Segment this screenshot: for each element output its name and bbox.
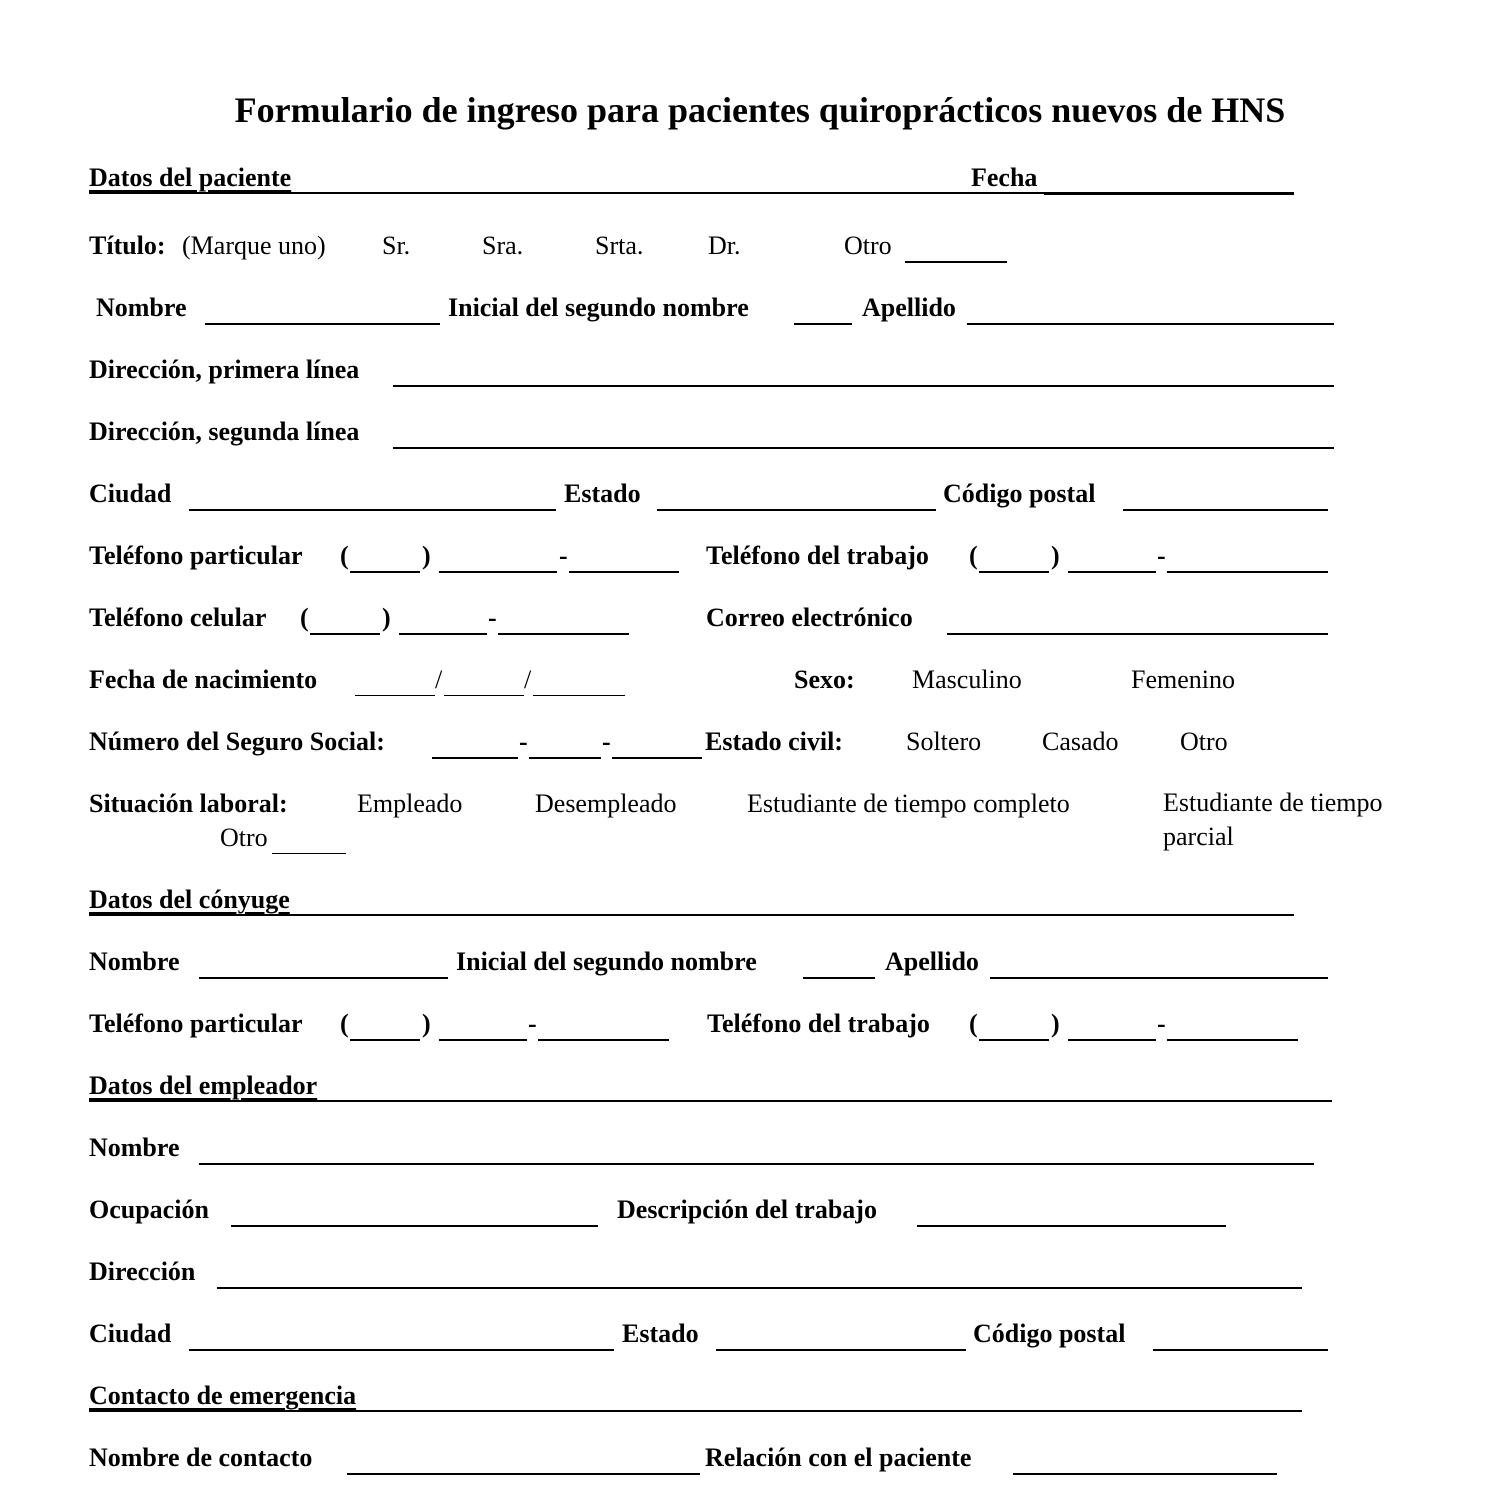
zip-field[interactable] (1123, 483, 1328, 511)
title-option-sra[interactable]: Sra. (482, 231, 524, 260)
home-phone-prefix[interactable] (439, 545, 557, 573)
email-field[interactable] (947, 607, 1328, 635)
state-label: Estado (564, 479, 641, 508)
emergency-heading-rule (89, 1410, 1302, 1412)
employer-header-row (89, 1068, 1419, 1104)
employer-address-row (89, 1254, 1419, 1290)
spouse-middle-initial-field[interactable] (803, 951, 875, 979)
last-name-field[interactable] (967, 297, 1334, 325)
occupation-row (89, 1192, 1419, 1228)
employer-name-label: Nombre (89, 1133, 180, 1162)
employer-name-row (89, 1130, 1419, 1166)
title-option-dr[interactable]: Dr. (708, 231, 741, 260)
home-phone-label: Teléfono particular (89, 541, 303, 570)
marital-option-married[interactable]: Casado (1042, 727, 1119, 756)
employment-option-employed[interactable]: Empleado (357, 789, 463, 818)
spouse-work-phone-line[interactable] (1167, 1013, 1298, 1041)
employment-row-cont (89, 820, 1419, 856)
title-option-sr[interactable]: Sr. (382, 231, 411, 260)
employment-option-other[interactable]: Otro (220, 823, 268, 852)
relation-field[interactable] (1013, 1447, 1277, 1475)
ssn-part1-field[interactable] (432, 731, 518, 759)
employment-other-field[interactable] (272, 827, 346, 854)
employer-state-label: Estado (622, 1319, 699, 1348)
cell-phone-area[interactable] (310, 607, 380, 635)
title-label: Título: (89, 231, 166, 260)
spouse-first-name-label: Nombre (89, 947, 180, 976)
date-label: Fecha (971, 163, 1038, 192)
spouse-phone-row: Teléfono particular ( ) - Teléfono del trabajo ( ) - (89, 1006, 1419, 1042)
spouse-last-name-field[interactable] (990, 951, 1328, 979)
employer-state-field[interactable] (716, 1323, 966, 1351)
address1-field[interactable] (393, 359, 1334, 387)
spouse-heading-rule (89, 914, 1294, 916)
spouse-work-phone-label: Teléfono del trabajo (707, 1009, 930, 1038)
employer-name-field[interactable] (199, 1137, 1314, 1165)
spouse-last-name-label: Apellido (885, 947, 979, 976)
cell-email-row: Teléfono celular ( ) - Correo electrónico (89, 600, 1419, 636)
address2-row (89, 414, 1419, 450)
marital-option-other[interactable]: Otro (1180, 727, 1228, 756)
work-phone-line[interactable] (1167, 545, 1328, 573)
employer-city-label: Ciudad (89, 1319, 172, 1348)
state-field[interactable] (657, 483, 936, 511)
home-phone-area[interactable] (350, 545, 420, 573)
patient-name-row (89, 290, 1419, 326)
emergency-section-heading: Contacto de emergencia (89, 1381, 357, 1410)
spouse-work-phone-prefix[interactable] (1068, 1013, 1156, 1041)
spouse-header-row (89, 882, 1419, 918)
sex-option-male[interactable]: Masculino (912, 665, 1022, 694)
emergency-header-row (89, 1378, 1419, 1414)
employer-city-row (89, 1316, 1419, 1352)
relation-label: Relación con el paciente (705, 1443, 972, 1472)
cell-phone-line[interactable] (498, 607, 629, 635)
date-field[interactable] (1044, 167, 1294, 195)
ssn-part3-field[interactable] (612, 731, 702, 759)
sex-label: Sexo: (794, 665, 855, 694)
occupation-field[interactable] (231, 1199, 598, 1227)
cell-phone-label: Teléfono celular (89, 603, 267, 632)
employer-zip-label: Código postal (973, 1319, 1126, 1348)
employment-option-fulltime-student[interactable]: Estudiante de tiempo completo (747, 789, 1070, 818)
dob-label: Fecha de nacimiento (89, 665, 318, 694)
employer-zip-field[interactable] (1153, 1323, 1328, 1351)
dob-month-field[interactable] (355, 669, 435, 696)
occupation-label: Ocupación (89, 1195, 209, 1224)
title-other-field[interactable] (905, 235, 1007, 263)
title-option-otro[interactable]: Otro (844, 231, 892, 260)
employment-option-parttime-student[interactable]: Estudiante de tiempo parcial (1163, 788, 1383, 851)
address2-label: Dirección, segunda línea (89, 417, 360, 446)
employment-label: Situación laboral: (89, 789, 288, 818)
title-row (89, 228, 1419, 264)
work-phone-area[interactable] (979, 545, 1049, 573)
first-name-label: Nombre (96, 293, 187, 322)
job-desc-field[interactable] (917, 1199, 1226, 1227)
job-desc-label: Descripción del trabajo (617, 1195, 877, 1224)
employer-address-label: Dirección (89, 1257, 196, 1286)
ssn-marital-row: Número del Seguro Social: - - Estado civil: Soltero Casado Otro (89, 724, 1419, 760)
spouse-home-phone-label: Teléfono particular (89, 1009, 303, 1038)
last-name-label: Apellido (862, 293, 956, 322)
contact-name-field[interactable] (347, 1447, 700, 1475)
ssn-label: Número del Seguro Social: (89, 727, 385, 756)
city-field[interactable] (189, 483, 556, 511)
employment-option-unemployed[interactable]: Desempleado (535, 789, 677, 818)
address1-label: Dirección, primera línea (89, 355, 360, 384)
title-hint: (Marque uno) (182, 231, 326, 260)
first-name-field[interactable] (205, 297, 440, 325)
work-phone-prefix[interactable] (1068, 545, 1156, 573)
address2-field[interactable] (393, 421, 1334, 449)
title-option-srta[interactable]: Srta. (595, 231, 644, 260)
employer-address-field[interactable] (217, 1261, 1302, 1289)
dob-day-field[interactable] (444, 669, 524, 696)
contact-name-label: Nombre de contacto (89, 1443, 313, 1472)
spouse-section-heading: Datos del cónyuge (89, 885, 290, 914)
middle-initial-label: Inicial del segundo nombre (448, 293, 749, 322)
spouse-middle-initial-label: Inicial del segundo nombre (456, 947, 757, 976)
home-phone-line[interactable] (569, 545, 679, 573)
work-phone-label: Teléfono del trabajo (706, 541, 929, 570)
patient-header-row (89, 160, 1419, 196)
spouse-home-phone-area[interactable] (350, 1013, 420, 1041)
marital-label: Estado civil: (705, 727, 843, 756)
spouse-home-phone-prefix[interactable] (439, 1013, 527, 1041)
employer-section-heading: Datos del empleador (89, 1071, 318, 1100)
dob-sex-row: Fecha de nacimiento / / Sexo: Masculino Femenino (89, 662, 1419, 698)
cell-phone-prefix[interactable] (399, 607, 487, 635)
city-label: Ciudad (89, 479, 172, 508)
sex-option-female[interactable]: Femenino (1131, 665, 1235, 694)
patient-section-heading: Datos del paciente (89, 163, 292, 192)
emergency-contact-row (89, 1440, 1419, 1476)
employer-city-field[interactable] (189, 1323, 614, 1351)
dob-year-field[interactable] (533, 669, 625, 696)
middle-initial-field[interactable] (794, 297, 852, 325)
spouse-name-row (89, 944, 1419, 980)
spouse-first-name-field[interactable] (199, 951, 448, 979)
address1-row (89, 352, 1419, 388)
city-row (89, 476, 1419, 512)
employer-heading-rule (89, 1100, 1332, 1102)
marital-option-single[interactable]: Soltero (906, 727, 982, 756)
ssn-part2-field[interactable] (529, 731, 601, 759)
phone-row: Teléfono particular ( ) - Teléfono del trabajo ( ) - (89, 538, 1419, 574)
spouse-home-phone-line[interactable] (538, 1013, 669, 1041)
zip-label: Código postal (943, 479, 1096, 508)
email-label: Correo electrónico (706, 603, 913, 632)
form-title: Formulario de ingreso para pacientes quiroprácticos nuevos de HNS (234, 90, 1286, 130)
spouse-work-phone-area[interactable] (979, 1013, 1049, 1041)
